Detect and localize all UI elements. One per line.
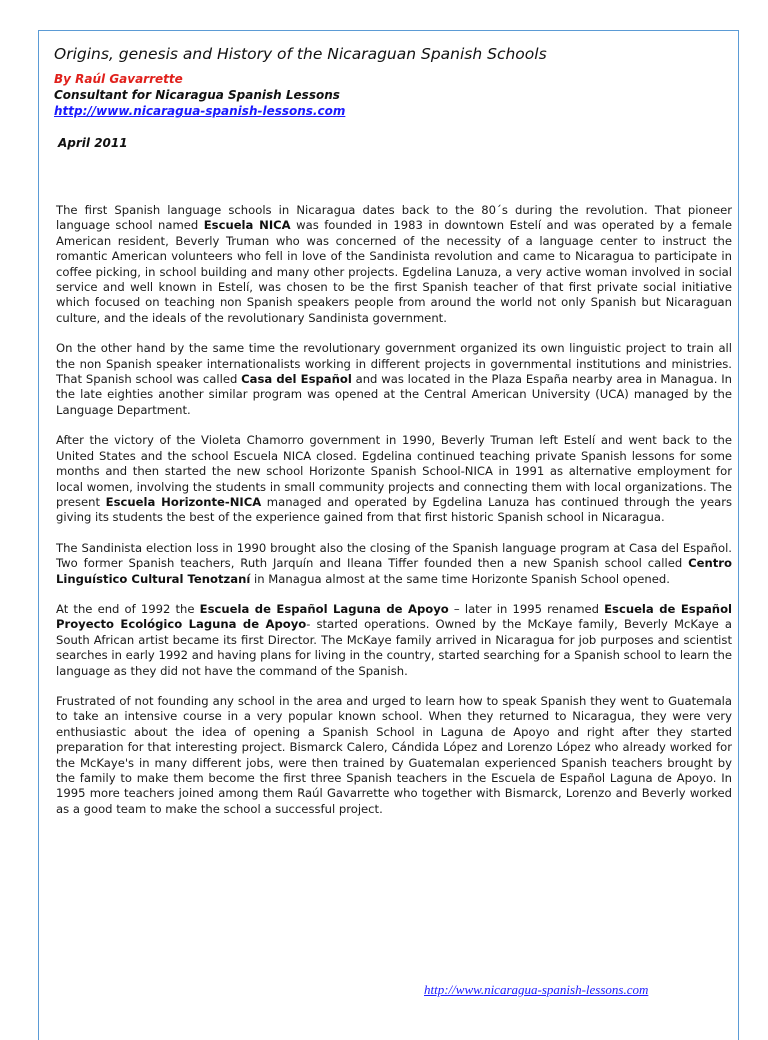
author-byline: By Raúl Gavarrette	[54, 72, 183, 86]
document-title: Origins, genesis and History of the Nicaraguan Spanish Schools	[54, 45, 547, 63]
paragraph-2: On the other hand by the same time the revolutionary government organized its own linguistic project to train all the non Spanish speaker internationalists working in different projects in governmental institutions and ministries. That Spanish school was called Casa del Español and was located in the Plaza España nearby area in Managua. In the late eighties another similar program was opened at the Central American University (UCA) managed by the Language Department.	[56, 341, 733, 417]
document-date: April 2011	[58, 136, 128, 150]
paragraph-5: At the end of 1992 the Escuela de Español Laguna de Apoyo – later in 1995 renamed Escuela de Español Proyecto Ecológico Laguna de Apoyo- started operations. Owned by the McKaye family, Beverly McKaye a South African artist became its first Director. The McKaye family arrived in Nicaragua for job purposes and scientist searches in early 1992 and having plans for living in the country, started searching for a Spanish school to learn the language as they did not have the command of the Spanish.	[56, 601, 733, 678]
paragraph-4: The Sandinista election loss in 1990 brought also the closing of the Spanish language program at Casa del Español. Two former Spanish teachers, Ruth Jarquín and Ileana Tiffer founded then a new Spanish school called Centro Linguístico Cultural Tenotzaní in Managua almost at the same time Horizonte Spanish School opened.	[56, 540, 732, 586]
paragraph-1: The first Spanish language schools in Nicaragua dates back to the 80´s during the revolution. That pioneer language school named Escuela NICA was founded in 1983 in downtown Estelí and was operated by a female American resident, Beverly Truman who was concerned of the necessity of a language center to instruct the romantic American volunteers who fell in love of the Sandinista revolution and came to Nicaragua to participate in coffee picking, in school building and many other projects. Egdelina Lanuza, a very active woman involved in social service and well known in Estelí, was chosen to be the first Spanish teacher of that first private social initiative which focused on teaching non Spanish speakers people from around the world not only Spanish but Nicaraguan culture, and the ideals of the revolutionary Sandinista government.	[56, 203, 732, 325]
paragraph-3: After the victory of the Violeta Chamorro government in 1990, Beverly Truman left Estelí and went back to the United States and the school Escuela NICA closed. Egdelina continued teaching private Spanish lessons for some months and then started the new school Horizonte Spanish School-NICA in 1991 as alternative employment for local women, involving the students in small community projects and connecting them with local organizations. The present Escuela Horizonte-NICA managed and operated by Egdelina Lanuza has continued through the years giving its students the best of the experience gained from that first historic Spanish school in Nicaragua.	[56, 433, 733, 525]
article-body	[56, 203, 732, 832]
paragraph-6: Frustrated of not founding any school in the area and urged to learn how to speak Spanish they went to Guatemala to take an intensive course in a very popular known school. When they returned to Nicaragua, they were very enthusiastic about the idea of opening a Spanish School in Laguna de Apoyo and right after they started preparation for that interesting project. Bismarck Calero, Cándida López and Lorenzo López who already worked for the McKaye's in many different jobs, were then trained by Guatemalan experienced Spanish teachers brought by the family to make them become the first three Spanish teachers in the Escuela de Español Laguna de Apoyo. In 1995 more teachers joined among them Raúl Gavarrette who together with Bismarck, Lorenzo and Beverly worked as a good team to make the school a successful project.	[56, 693, 732, 816]
website-link-header[interactable]: http://www.nicaragua-spanish-lessons.com	[54, 104, 346, 118]
website-link-footer[interactable]: http://www.nicaragua-spanish-lessons.com	[424, 982, 649, 997]
author-role: Consultant for Nicaragua Spanish Lessons	[54, 88, 340, 102]
